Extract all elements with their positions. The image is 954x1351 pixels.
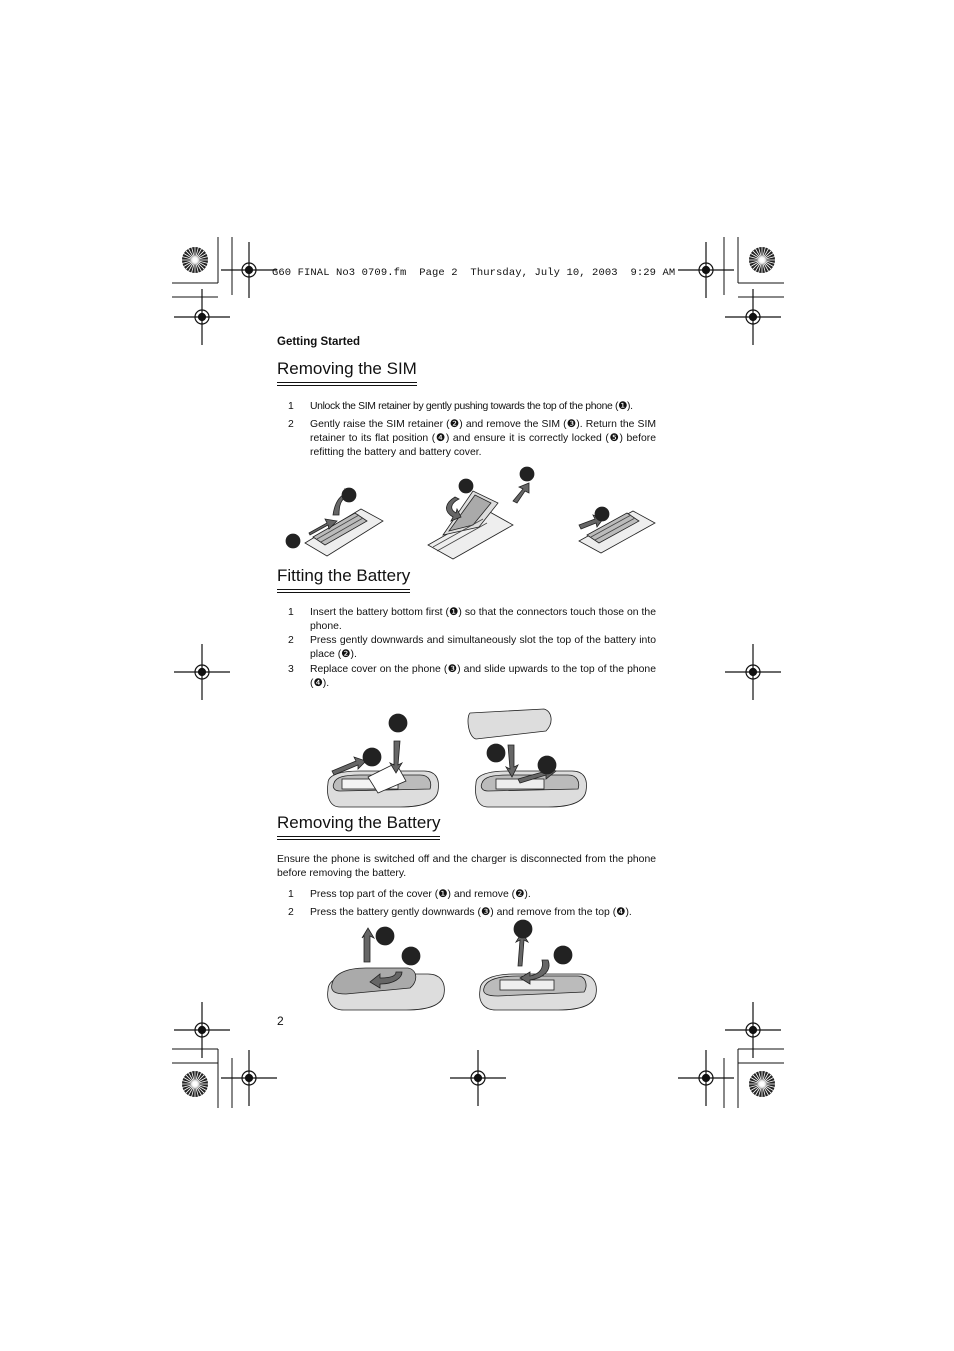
step-text: Unlock the SIM retainer by gently pushing towards the top of the phone (❶).: [310, 401, 633, 412]
step-number: 2: [288, 419, 294, 430]
step-text: Press the battery gently downwards (❸) and remove from the top (❹).: [310, 907, 632, 918]
step-text: Gently raise the SIM retainer (❷) and remove the SIM (❸). Return the SIM retainer to its flat position (❹) and ensure it is correctly locked (❺) before refitting the battery and battery cover.: [310, 419, 656, 458]
step-number: 1: [288, 401, 294, 412]
section-title-removing-sim: Removing the SIM: [277, 359, 417, 382]
registration-mark: [678, 1050, 734, 1106]
intro-paragraph: Ensure the phone is switched off and the charger is disconnected from the phone before removing the battery.: [277, 854, 656, 879]
registration-mark: [174, 1002, 230, 1058]
registration-mark: [450, 1050, 506, 1106]
step-text: Insert the battery bottom first (❶) so that the connectors touch those on the phone.: [310, 607, 656, 632]
battery-removal-figure: [322, 918, 597, 1014]
step-text: Replace cover on the phone (❸) and slide upwards to the top of the phone (❹).: [310, 664, 656, 689]
registration-mark: [221, 1050, 277, 1106]
step-text: Press top part of the cover (❶) and remove (❷).: [310, 889, 531, 900]
registration-mark: [725, 1002, 781, 1058]
section-title-removing-battery: Removing the Battery: [277, 813, 440, 836]
page-number: 2: [277, 1014, 284, 1028]
registration-mark: [174, 644, 230, 700]
running-head: Getting Started: [277, 336, 361, 348]
battery-fitting-figure: [320, 705, 595, 813]
print-header: G60 FINAL No3 0709.fm Page 2 Thursday, July 10, 2003 9:29 AM: [272, 267, 676, 279]
step-text: Press gently downwards and simultaneously slot the top of the battery into place (❷).: [310, 635, 656, 660]
step-number: 1: [288, 889, 294, 900]
registration-mark: [725, 644, 781, 700]
step-number: 2: [288, 635, 294, 646]
section-title-fitting-battery: Fitting the Battery: [277, 566, 410, 589]
step-number: 1: [288, 607, 294, 618]
sim-removal-figure: [283, 465, 663, 560]
step-number: 3: [288, 664, 294, 675]
step-number: 2: [288, 907, 294, 918]
registration-mark: [678, 242, 734, 298]
registration-mark: [221, 242, 277, 298]
